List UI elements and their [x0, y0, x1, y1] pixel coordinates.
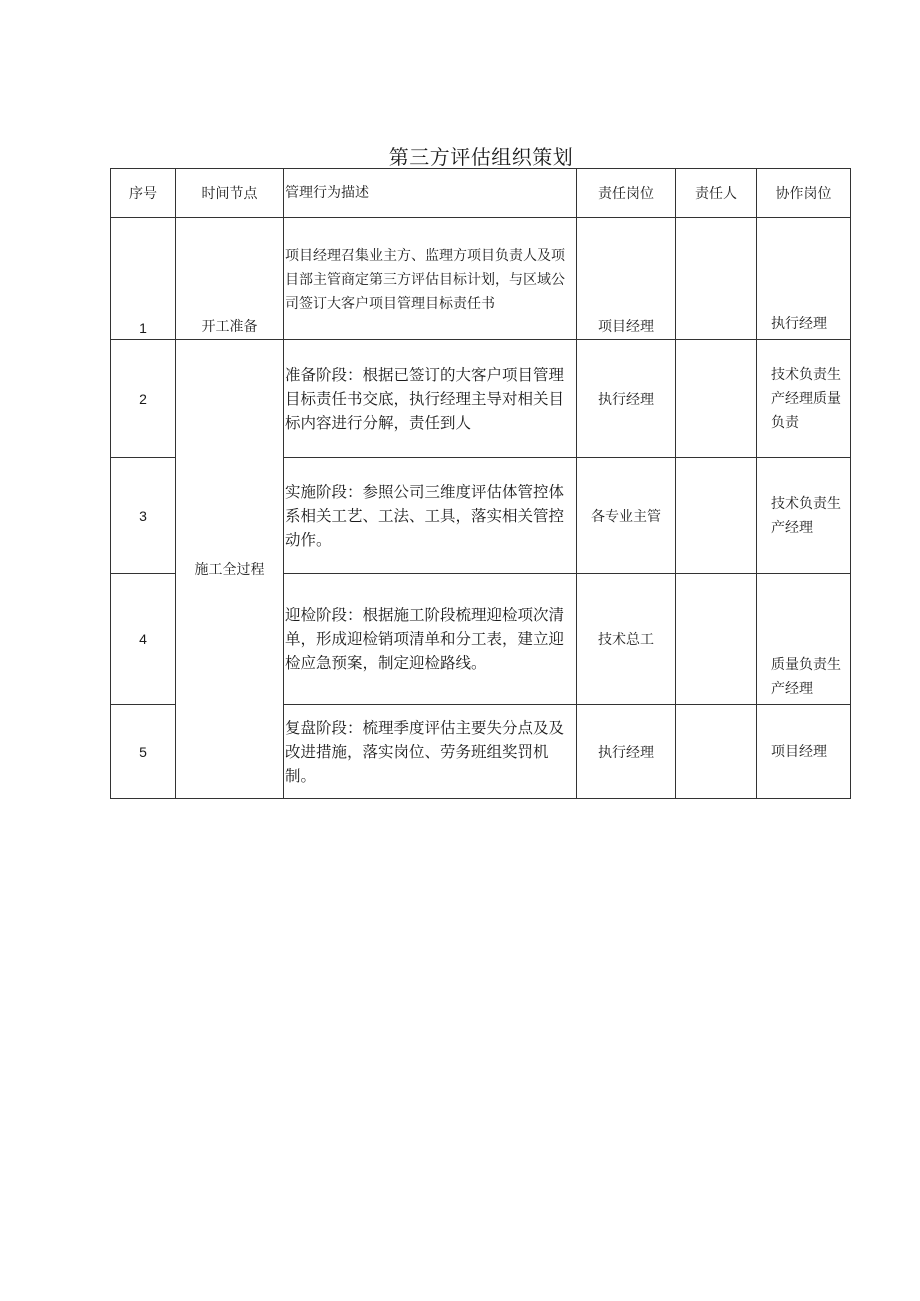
row-position: 技术总工	[577, 574, 676, 705]
row-collab: 质量负责生产经理	[757, 574, 851, 705]
header-collab: 协作岗位	[757, 169, 851, 218]
row-seq: 4	[111, 574, 176, 705]
row-position: 各专业主管	[577, 458, 676, 574]
table-header-row	[111, 169, 851, 218]
header-position: 责任岗位	[577, 169, 676, 218]
row-collab: 技术负责生产经理	[757, 458, 851, 574]
row-time-node: 施工全过程	[176, 340, 284, 799]
table-row	[111, 340, 851, 458]
row-person	[676, 458, 757, 574]
row-collab: 项目经理	[757, 705, 851, 799]
row-position: 项目经理	[577, 218, 676, 340]
row-collab: 技术负责生产经理质量负责	[757, 340, 851, 458]
row-position: 执行经理	[577, 705, 676, 799]
header-time-node: 时间节点	[176, 169, 284, 218]
row-description: 项目经理召集业主方、监理方项目负责人及项目部主管商定第三方评估目标计划，与区域公司签订大客户项目管理目标责任书	[284, 218, 577, 340]
row-description: 准备阶段：根据已签订的大客户项目管理目标责任书交底，执行经理主导对相关目标内容进行分解，责任到人	[284, 340, 577, 458]
row-person	[676, 705, 757, 799]
row-description: 迎检阶段：根据施工阶段梳理迎检项次清单，形成迎检销项清单和分工表，建立迎检应急预案，制定迎检路线。	[284, 574, 577, 705]
header-seq: 序号	[111, 169, 176, 218]
row-seq: 2	[111, 340, 176, 458]
row-person	[676, 574, 757, 705]
row-person	[676, 218, 757, 340]
row-seq: 1	[111, 218, 176, 340]
row-description: 实施阶段：参照公司三维度评估体管控体系相关工艺、工法、工具，落实相关管控动作。	[284, 458, 577, 574]
row-description: 复盘阶段：梳理季度评估主要失分点及及改进措施，落实岗位、劳务班组奖罚机制。	[284, 705, 577, 799]
header-person: 责任人	[676, 169, 757, 218]
plan-table	[110, 168, 851, 799]
page-title: 第三方评估组织策划	[388, 145, 574, 169]
table-row	[111, 218, 851, 340]
header-description: 管理行为描述	[284, 169, 577, 218]
row-person	[676, 340, 757, 458]
row-collab: 执行经理	[757, 218, 851, 340]
row-time-node: 开工准备	[176, 218, 284, 340]
row-seq: 3	[111, 458, 176, 574]
row-position: 执行经理	[577, 340, 676, 458]
row-seq: 5	[111, 705, 176, 799]
